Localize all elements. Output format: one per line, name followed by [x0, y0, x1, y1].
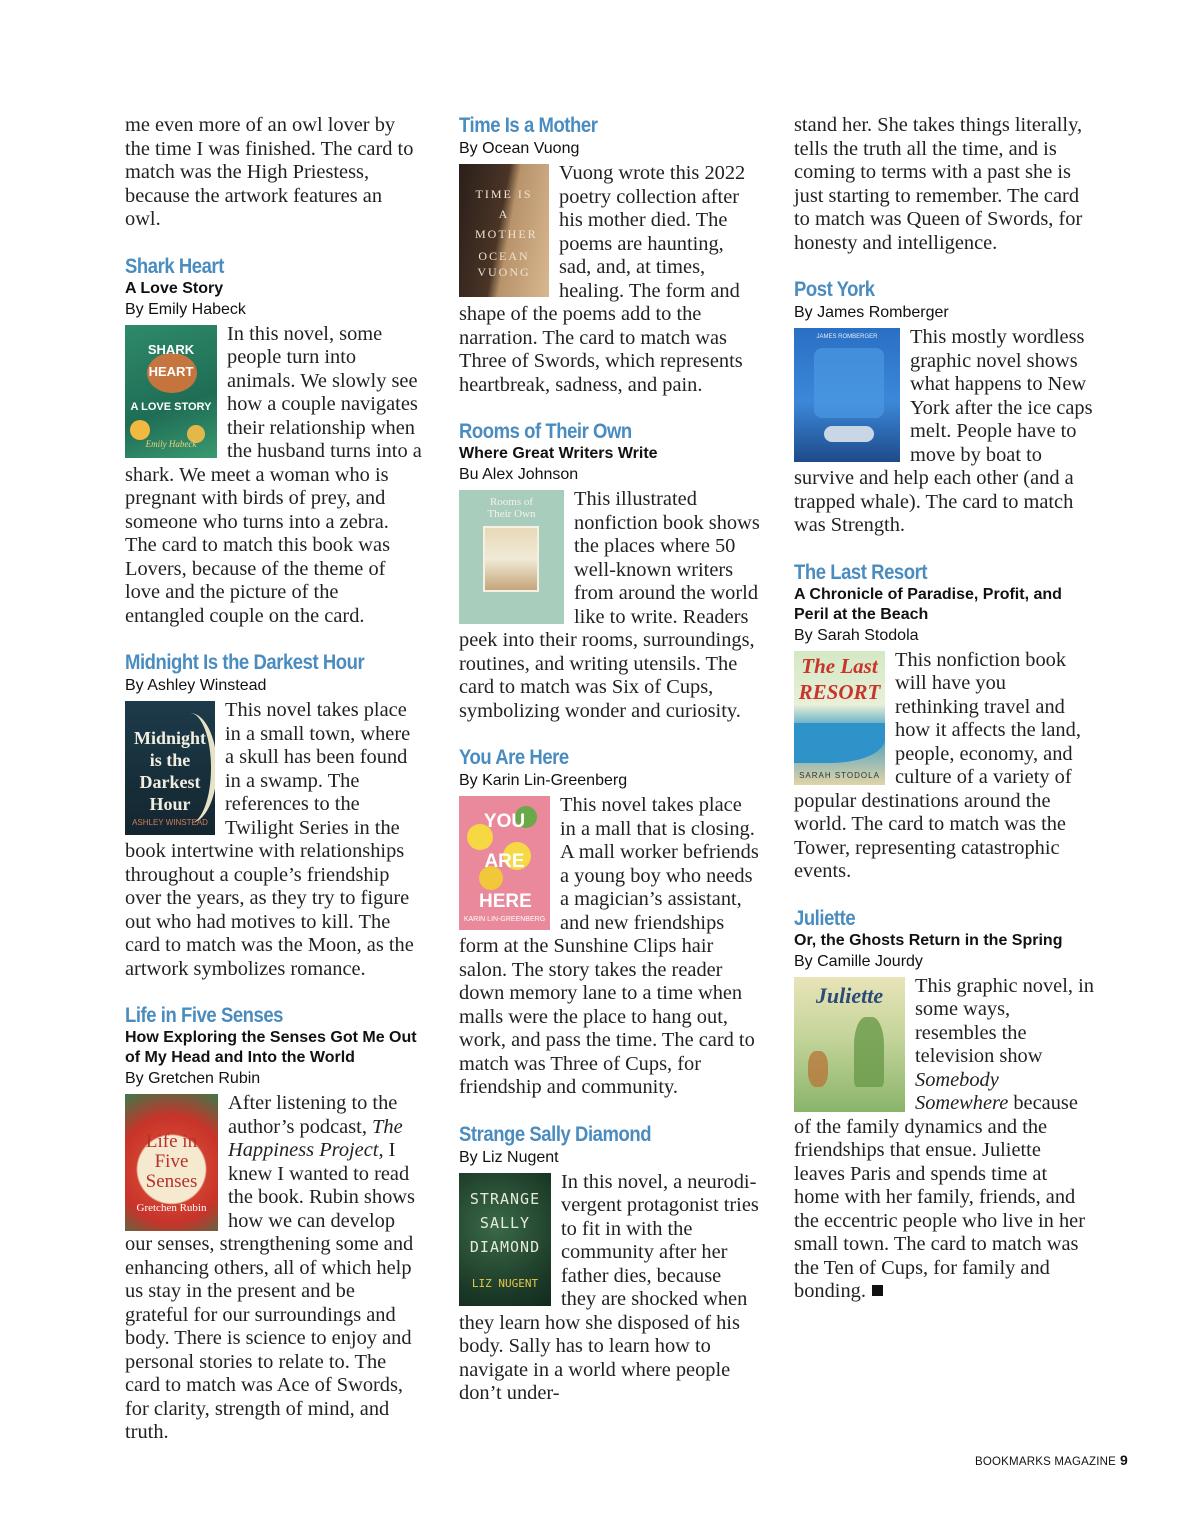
- podcast-title: The Happiness Project: [228, 1115, 403, 1161]
- book-title: Strange Sally Diamond: [459, 1122, 652, 1146]
- book-title: Juliette: [794, 906, 856, 930]
- cover-author: JAMES ROMBERGER: [816, 334, 878, 340]
- book-author: Bu Alex Johnson: [459, 466, 579, 483]
- book-title: Life in Five Senses: [125, 1004, 284, 1027]
- cover-author: Emily Habeck: [145, 438, 197, 449]
- column-2: [459, 114, 761, 1406]
- book-cover-you-are-here: [459, 796, 550, 930]
- book-subtitle: How Exploring the Senses Got Me Out of My Head and Into the World: [125, 1029, 417, 1066]
- continued-paragraph: stand her. She takes things literally, tells the truth all the time, and is coming to terms with a past she is just starting to remember. The card to match was Queen of Swords, for honesty and intelligence.: [794, 114, 1083, 254]
- cover-author: LIZ NUGENT: [471, 1276, 539, 1290]
- cover-title: SHARK HEART: [147, 341, 195, 379]
- book-subtitle: A Love Story: [125, 279, 224, 297]
- book-author: By Ocean Vuong: [459, 140, 580, 157]
- cover-author: SARAH STODOLA: [799, 770, 880, 780]
- cover-title: Rooms of Their Own: [487, 496, 536, 520]
- cover-author: ASHLEY WINSTEAD: [132, 818, 208, 827]
- book-author: By Karin Lin-Greenberg: [459, 772, 628, 789]
- book-author: By Liz Nugent: [459, 1148, 559, 1166]
- review-body: This mostly wordless graphic novel shows what happens to New York after the ice caps melt. People have to move by boat to survive and help each other (and a trapped whale). The card to match was Strength.: [794, 326, 1093, 536]
- review-body: This graphic novel, in some ways, resembles the television show Somebody Somewhere because of the family dynamics and the friendships that ensue. Juliette leaves Paris and spends time at home with her family, friends, and the eccentric people who live in her small town. The card to match was the Ten of Cups, for family and bonding.: [794, 974, 1094, 1302]
- book-cover-rooms-of-their-own: [459, 490, 564, 624]
- review-body: Vuong wrote this 2022 poetry collection after his mother died. The poems are haunting, sad, and, at times, healing. The form and shape of the poems add to the narration. The card to match was Three of Swords, which represents heartbreak, sadness, and pain.: [459, 162, 746, 396]
- book-title: The Last Resort: [794, 560, 928, 584]
- review-body: In this novel, some people turn into animals. We slowly see how a couple navigates their relationship when the husband turns into a shark. We meet a woman who is pregnant with birds of prey, and someone who turns into a zebra. The card to match this book was Lovers, because of the theme of love and the picture of the entangled couple on the card.: [125, 322, 422, 627]
- column-1: [125, 114, 422, 1445]
- end-mark-icon: [872, 1285, 883, 1296]
- book-author: By James Romberger: [794, 304, 949, 321]
- review-midnight: [125, 651, 422, 981]
- cover-author: Gretchen Rubin: [136, 1202, 207, 1214]
- book-cover-life-in-five-senses: [125, 1094, 218, 1231]
- review-you-are-here: [459, 746, 761, 1100]
- book-title: Midnight Is the Darkest Hour: [125, 651, 365, 674]
- book-author: By Emily Habeck: [125, 300, 246, 318]
- book-author: By Ashley Winstead: [125, 677, 267, 694]
- review-body: This novel takes place in a mall that is closing. A mall worker befriends a young boy who needs a magician’s assistant, and new friendships form at the Sunshine Clips hair salon. The story takes the reader down memory lane to a time when malls were the place to hang out, work, and pass the time. The card to match was Three of Cups, for friendship and community.: [459, 794, 759, 1098]
- review-body: This illustrated nonfiction book shows the places where 50 well-known writers from around the world like to write. Readers peek into their rooms, surroundings, routines, and writing utensils. The card to match was Six of Cups, symbolizing wonder and curiosity.: [459, 488, 760, 722]
- cover-author: KARIN LIN-GREENBERG: [463, 916, 546, 923]
- book-cover-time-is-a-mother: [459, 164, 549, 297]
- book-title: Shark Heart: [125, 254, 224, 278]
- cover-title: Midnight is the Darkest Hour: [133, 728, 207, 814]
- book-cover-strange-sally-diamond: [459, 1173, 551, 1306]
- cover-title: Juliette: [815, 982, 884, 1008]
- cover-title: STRANGE SALLY DIAMOND: [469, 1189, 541, 1256]
- review-body: This nonfiction book will have you rethinking travel and how it affects the land, people, economy, and culture of a variety of popular destinations around the world. The card to match was the Tower, representing catastrophic events.: [794, 648, 1081, 882]
- book-cover-juliette: [794, 977, 905, 1112]
- book-cover-shark-heart: [125, 325, 217, 458]
- review-body: In this novel, a neurodi-vergent protagonist tries to fit in with the community after her father dies, because they are shocked when they learn how she disposed of his body. Sally has to learn how to navigate in a world where people don’t under-: [459, 1170, 759, 1404]
- show-title: Somebody Somewhere: [915, 1068, 1009, 1114]
- book-subtitle: Or, the Ghosts Return in the Spring: [794, 931, 1063, 949]
- book-cover-post-york: [794, 328, 900, 462]
- cover-author: OCEAN VUONG: [477, 249, 531, 279]
- cover-title: TIME IS A MOTHER: [475, 187, 538, 241]
- book-title: You Are Here: [459, 746, 569, 769]
- book-author: By Sarah Stodola: [794, 626, 919, 644]
- cover-title: Life in Five Senses: [145, 1131, 198, 1192]
- review-body: After listening to the author’s podcast, The Happiness Project, I knew I wanted to read the book. Rubin shows how we can develop our senses, strengthening some and enhancing others, all of which help us stay in the present and be grateful for our surroundings and body. There is science to enjoy and personal stories to relate to. The card to match was Ace of Swords, for clarity, strength of mind, and truth.: [125, 1092, 415, 1443]
- column-3: [794, 114, 1094, 1304]
- review-shark-heart: [125, 255, 422, 629]
- review-post-york: [794, 278, 1094, 538]
- review-juliette: [794, 907, 1094, 1304]
- book-title: Time Is a Mother: [459, 114, 598, 137]
- review-strange-sally-diamond: [459, 1123, 761, 1406]
- page-number: 9: [1120, 1452, 1128, 1468]
- review-body: This novel takes place in a small town, where a skull has been found in a swamp. The references to the Twilight Series in the book intertwine with relationships throughout a couple’s friendship over the years, as they try to figure out who had motives to kill. The card to match was the Moon, as the artwork symbolizes romance.: [125, 699, 414, 980]
- book-title: Post York: [794, 278, 875, 301]
- page-footer: [975, 1452, 1128, 1468]
- book-author: By Gretchen Rubin: [125, 1070, 261, 1087]
- book-cover-midnight: [125, 701, 215, 835]
- book-title: Rooms of Their Own: [459, 420, 632, 443]
- review-the-last-resort: [794, 561, 1094, 884]
- cover-title: The Last RESORT: [798, 653, 881, 704]
- magazine-name: BOOKMARKS MAGAZINE: [975, 1456, 1116, 1468]
- review-rooms-of-their-own: [459, 420, 761, 723]
- book-subtitle: A Chronicle of Paradise, Profit, and Peril at the Beach: [794, 585, 1062, 623]
- book-subtitle: Where Great Writers Write: [459, 445, 658, 462]
- book-author: By Camille Jourdy: [794, 952, 923, 970]
- cover-subtitle: A LOVE STORY: [130, 400, 212, 413]
- review-life-in-five-senses: [125, 1004, 422, 1445]
- cover-title: YOU ARE HERE: [479, 811, 532, 912]
- book-cover-the-last-resort: [794, 651, 885, 785]
- review-time-is-a-mother: [459, 114, 761, 397]
- intro-paragraph: me even more of an owl lover by the time I was finished. The card to match was the High Priestess, because the artwork features an owl.: [125, 114, 414, 230]
